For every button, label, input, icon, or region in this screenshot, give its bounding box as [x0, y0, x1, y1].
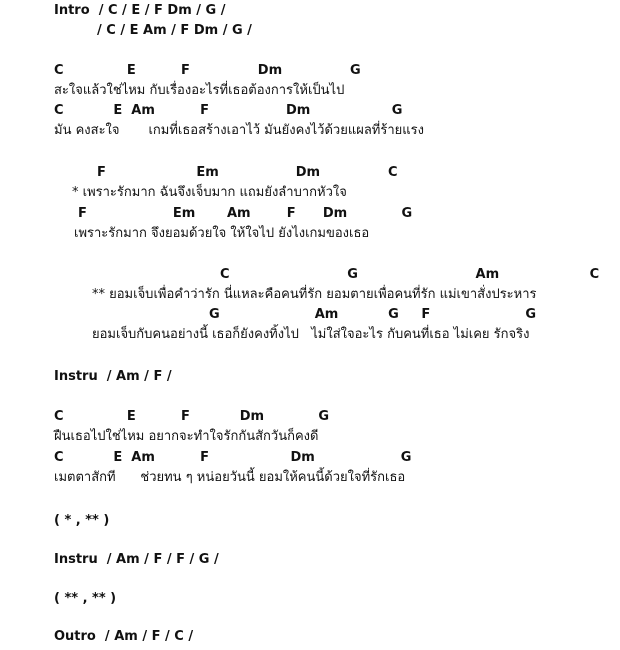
lyric-line: ยอมเจ็บกับคนอย่างนี้ เธอก็ยังคงทิ้งไป ไม่ใส่ใจอะไร กับคนที่เธอ ไม่เคย รักจริง: [92, 327, 530, 342]
chord-line: C G Am C: [220, 267, 600, 282]
lyric-line: มัน คงสะใจ เกมที่เธอสร้างเอาไว้ มันยังคงไว้ด้วยแผลที่ร้ายแรง: [54, 123, 424, 138]
chord-line: F Em Am F Dm G: [78, 206, 413, 221]
lyric-line: ** ยอมเจ็บเพื่อคำว่ารัก นี่แหละคือคนที่รัก ยอมตายเพื่อคนที่รัก แม่เขาสั่งประหาร: [92, 287, 537, 302]
lyric-line: เมตตาสักที ช่วยทน ๆ หน่อยวันนี้ ยอมให้คนนี้ด้วยใจที่รักเธอ: [54, 470, 406, 485]
lyric-line: * เพราะรักมาก ฉันจึงเจ็บมาก แถมยังลำบากหัวใจ: [72, 185, 347, 200]
lyric-line: ฝืนเธอไปใช่ไหม อยากจะทำใจรักกันสักวันก็คงดี: [54, 429, 319, 444]
repeat-line: ( * , ** ): [54, 513, 110, 528]
chord-line: C E F Dm G: [54, 409, 330, 424]
intro-line: Intro / C / E / F Dm / G /: [54, 3, 226, 18]
chord-line: F Em Dm C: [97, 165, 398, 180]
outro-line: Outro / Am / F / C /: [54, 629, 194, 644]
repeat-line: ( ** , ** ): [54, 591, 117, 606]
chord-line: C E F Dm G: [54, 63, 361, 78]
chord-line: C E Am F Dm G: [54, 450, 412, 465]
lyric-line: สะใจแล้วใช่ไหม กับเรื่องอะไรที่เธอต้องการให้เป็นไป: [54, 83, 345, 98]
intro-line: / C / E Am / F Dm / G /: [97, 23, 252, 38]
chord-line: G Am G F G: [209, 307, 536, 322]
lyric-line: เพราะรักมาก จึงยอมด้วยใจ ให้ใจไป ยังไงเกมของเธอ: [74, 226, 370, 241]
instrumental-line: Instru / Am / F /: [54, 369, 172, 384]
chord-line: C E Am F Dm G: [54, 103, 403, 118]
instrumental-line: Instru / Am / F / F / G /: [54, 552, 219, 567]
